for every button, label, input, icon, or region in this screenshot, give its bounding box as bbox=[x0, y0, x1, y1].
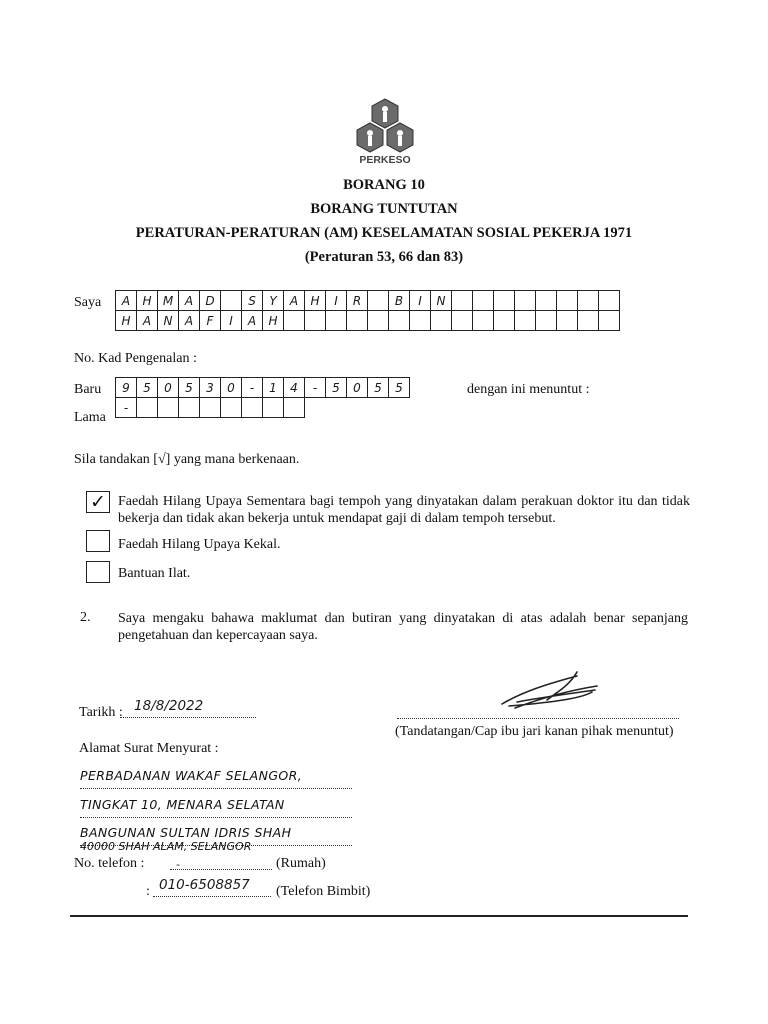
phone-home-suffix: (Rumah) bbox=[276, 856, 326, 871]
ic-old-cell[interactable] bbox=[284, 398, 305, 418]
phone-mobile-field[interactable] bbox=[153, 876, 271, 897]
declaration-text: Saya mengaku bahawa maklumat dan butiran yang dinyatakan di atas adalah benar sepanjang pengetahuan dan kepercayaan saya. bbox=[118, 611, 688, 643]
ic-old-label: Lama bbox=[74, 410, 106, 425]
perkeso-emblem-icon bbox=[350, 97, 420, 155]
name-cell[interactable]: R bbox=[347, 291, 368, 311]
perkeso-logo bbox=[350, 97, 420, 169]
name-cell[interactable] bbox=[284, 311, 305, 331]
phone-home-value: - bbox=[176, 858, 180, 871]
option-2-checkbox[interactable] bbox=[86, 530, 110, 552]
name-cell[interactable]: I bbox=[326, 291, 347, 311]
name-cell[interactable] bbox=[473, 311, 494, 331]
address-line-1-text: PERBADANAN WAKAF SELANGOR, bbox=[80, 768, 303, 783]
ic-old-cell[interactable] bbox=[221, 398, 242, 418]
ic-new-cell[interactable]: 9 bbox=[116, 378, 137, 398]
name-cell[interactable] bbox=[326, 311, 347, 331]
name-cell[interactable]: F bbox=[200, 311, 221, 331]
phone-mobile-colon: : bbox=[146, 884, 150, 899]
logo-text: PERKESO bbox=[359, 154, 411, 166]
name-cell[interactable] bbox=[389, 311, 410, 331]
ic-old-grid bbox=[115, 398, 305, 418]
ic-label: No. Kad Pengenalan : bbox=[74, 351, 197, 366]
name-cell[interactable]: A bbox=[116, 291, 137, 311]
address-line-1[interactable] bbox=[80, 768, 352, 789]
name-cell[interactable] bbox=[557, 311, 578, 331]
option-3-text: Bantuan Ilat. bbox=[118, 566, 191, 581]
address-label: Alamat Surat Menyurat : bbox=[79, 741, 219, 756]
name-cell[interactable]: I bbox=[221, 311, 242, 331]
name-cell[interactable] bbox=[578, 291, 599, 311]
name-cell[interactable]: A bbox=[284, 291, 305, 311]
declaration-number: 2. bbox=[80, 610, 91, 625]
name-cell[interactable]: Y bbox=[263, 291, 284, 311]
name-cell[interactable] bbox=[347, 311, 368, 331]
instruction-text: Sila tandakan [√] yang mana berkenaan. bbox=[74, 452, 300, 467]
ic-new-cell[interactable]: - bbox=[305, 378, 326, 398]
name-cell[interactable]: H bbox=[137, 291, 158, 311]
name-cell[interactable] bbox=[368, 311, 389, 331]
name-cell[interactable]: A bbox=[179, 291, 200, 311]
phone-home-field[interactable] bbox=[170, 855, 272, 870]
address-line-4-text: 40000 SHAH ALAM, SELANGOR bbox=[80, 840, 252, 853]
name-cell[interactable]: H bbox=[305, 291, 326, 311]
name-cell[interactable] bbox=[368, 291, 389, 311]
option-3-checkbox[interactable] bbox=[86, 561, 110, 583]
name-row-2 bbox=[115, 311, 620, 331]
checkmark-icon: ✓ bbox=[90, 491, 106, 513]
ic-old-cell[interactable] bbox=[137, 398, 158, 418]
name-cell[interactable]: A bbox=[242, 311, 263, 331]
claim-text: dengan ini menuntut : bbox=[467, 382, 590, 397]
phone-mobile-value: 010-6508857 bbox=[159, 877, 250, 893]
ic-new-cell[interactable]: 5 bbox=[179, 378, 200, 398]
ic-new-cell[interactable]: 3 bbox=[200, 378, 221, 398]
name-cell[interactable] bbox=[578, 311, 599, 331]
ic-new-cell[interactable]: 4 bbox=[284, 378, 305, 398]
ic-new-grid bbox=[115, 377, 410, 398]
name-cell[interactable] bbox=[473, 291, 494, 311]
name-cell[interactable] bbox=[410, 311, 431, 331]
ic-old-cell[interactable] bbox=[179, 398, 200, 418]
bottom-divider bbox=[70, 915, 688, 917]
name-cell[interactable] bbox=[494, 291, 515, 311]
name-cell[interactable] bbox=[452, 311, 473, 331]
name-cell[interactable] bbox=[557, 291, 578, 311]
option-1-text: Faedah Hilang Upaya Sementara bagi tempoh yang dinyatakan dalam perakuan doktor itu dan tidak bekerja dan tidak akan bekerja untuk mendapat gaji di dalam tempoh tersebut. bbox=[118, 494, 690, 526]
ic-old-cells bbox=[115, 398, 305, 418]
name-cell[interactable] bbox=[221, 291, 242, 311]
ic-new-cell[interactable]: 0 bbox=[347, 378, 368, 398]
name-cell[interactable] bbox=[599, 291, 620, 311]
ic-new-cell[interactable]: 5 bbox=[326, 378, 347, 398]
name-cell[interactable] bbox=[494, 311, 515, 331]
name-label: Saya bbox=[74, 295, 102, 310]
ic-new-cell[interactable]: 0 bbox=[221, 378, 242, 398]
option-2-text: Faedah Hilang Upaya Kekal. bbox=[118, 537, 281, 552]
name-cell[interactable] bbox=[599, 311, 620, 331]
address-line-2-text: TINGKAT 10, MENARA SELATAN bbox=[80, 797, 285, 812]
name-grid bbox=[115, 290, 620, 331]
ic-new-cells bbox=[115, 377, 410, 398]
name-cell[interactable]: B bbox=[389, 291, 410, 311]
ic-old-cell[interactable] bbox=[200, 398, 221, 418]
name-cell[interactable]: H bbox=[263, 311, 284, 331]
address-line-3-text: BANGUNAN SULTAN IDRIS SHAH bbox=[80, 825, 292, 840]
phone-mobile-suffix: (Telefon Bimbit) bbox=[276, 884, 371, 899]
signature-caption: (Tandatangan/Cap ibu jari kanan pihak menuntut) bbox=[395, 724, 674, 739]
name-cell[interactable]: H bbox=[116, 311, 137, 331]
name-cell[interactable]: S bbox=[242, 291, 263, 311]
ic-old-cell[interactable] bbox=[158, 398, 179, 418]
name-cell[interactable]: I bbox=[410, 291, 431, 311]
ic-old-cell[interactable] bbox=[263, 398, 284, 418]
ic-old-cell[interactable]: - bbox=[116, 398, 137, 418]
ic-new-cell[interactable]: 0 bbox=[158, 378, 179, 398]
name-cell[interactable] bbox=[515, 311, 536, 331]
option-1-checkbox[interactable] bbox=[86, 491, 110, 513]
ic-old-cell[interactable] bbox=[242, 398, 263, 418]
regulation-subtitle: (Peraturan 53, 66 dan 83) bbox=[304, 249, 464, 265]
date-field[interactable] bbox=[120, 697, 256, 718]
signature-area[interactable] bbox=[397, 662, 679, 720]
name-cell[interactable] bbox=[515, 291, 536, 311]
ic-new-cell[interactable]: 5 bbox=[137, 378, 158, 398]
name-cell[interactable]: M bbox=[158, 291, 179, 311]
name-cell[interactable]: A bbox=[179, 311, 200, 331]
signature-icon bbox=[397, 662, 679, 720]
name-cell[interactable]: D bbox=[200, 291, 221, 311]
name-cell[interactable]: N bbox=[158, 311, 179, 331]
date-label: Tarikh : bbox=[79, 705, 123, 720]
address-line-4[interactable] bbox=[80, 840, 352, 854]
form-number: BORANG 10 bbox=[343, 177, 425, 193]
ic-new-label: Baru bbox=[74, 382, 102, 397]
phone-label: No. telefon : bbox=[74, 856, 145, 871]
name-cell[interactable] bbox=[305, 311, 326, 331]
signature-line bbox=[397, 718, 679, 719]
form-name: BORANG TUNTUTAN bbox=[310, 201, 458, 217]
ic-new-cell[interactable]: 1 bbox=[263, 378, 284, 398]
name-cell[interactable]: A bbox=[137, 311, 158, 331]
name-cell[interactable] bbox=[536, 311, 557, 331]
regulation-title: PERATURAN-PERATURAN (AM) KESELAMATAN SOSIAL PEKERJA 1971 bbox=[135, 225, 633, 241]
date-value: 18/8/2022 bbox=[134, 698, 204, 714]
ic-new-cell[interactable]: 5 bbox=[368, 378, 389, 398]
name-cell[interactable] bbox=[431, 311, 452, 331]
name-row-1 bbox=[115, 290, 620, 311]
ic-new-cell[interactable]: 5 bbox=[389, 378, 410, 398]
ic-new-cell[interactable]: - bbox=[242, 378, 263, 398]
address-line-2[interactable] bbox=[80, 797, 352, 818]
name-cell[interactable]: N bbox=[431, 291, 452, 311]
name-cell[interactable] bbox=[452, 291, 473, 311]
name-cell[interactable] bbox=[536, 291, 557, 311]
